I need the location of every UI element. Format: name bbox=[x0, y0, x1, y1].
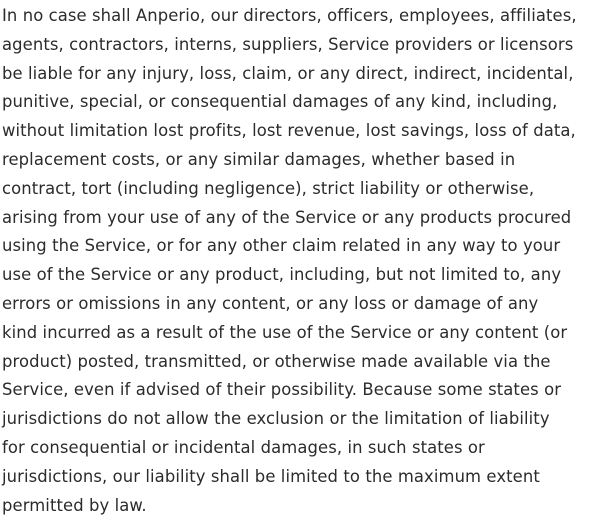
text-line: In no case shall Anperio, our directors, officers, employees, affiliates, bbox=[2, 6, 577, 25]
text-line: arising from your use of any of the Service or any products procured bbox=[2, 207, 572, 227]
text-line: use of the Service or any product, including, but not limited to, any bbox=[2, 265, 562, 285]
text-line: be liable for any injury, loss, claim, or any direct, indirect, incidental, bbox=[2, 63, 574, 83]
text-line: permitted by law. bbox=[2, 495, 147, 515]
text-line: Service, even if advised of their possibility. Because some states or bbox=[2, 380, 562, 400]
text-line: product) posted, transmitted, or otherwise made available via the bbox=[2, 351, 551, 371]
text-line: kind incurred as a result of the use of the Service or any content (or bbox=[2, 322, 568, 342]
text-line: agents, contractors, interns, suppliers, Service providers or licensors bbox=[2, 34, 574, 54]
text-line: using the Service, or for any other claim related in any way to your bbox=[2, 236, 561, 256]
text-line: replacement costs, or any similar damages, whether based in bbox=[2, 149, 516, 169]
text-line: errors or omissions in any content, or any loss or damage of any bbox=[2, 293, 539, 313]
text-line: punitive, special, or consequential damages of any kind, including, bbox=[2, 92, 558, 112]
text-line: contract, tort (including negligence), strict liability or otherwise, bbox=[2, 178, 535, 198]
text-line: for consequential or incidental damages, in such states or bbox=[2, 437, 485, 457]
text-line: without limitation lost profits, lost revenue, lost savings, loss of data, bbox=[2, 121, 576, 141]
text-line: jurisdictions, our liability shall be limited to the maximum extent bbox=[2, 466, 540, 486]
text-line: jurisdictions do not allow the exclusion or the limitation of liability bbox=[2, 409, 550, 429]
